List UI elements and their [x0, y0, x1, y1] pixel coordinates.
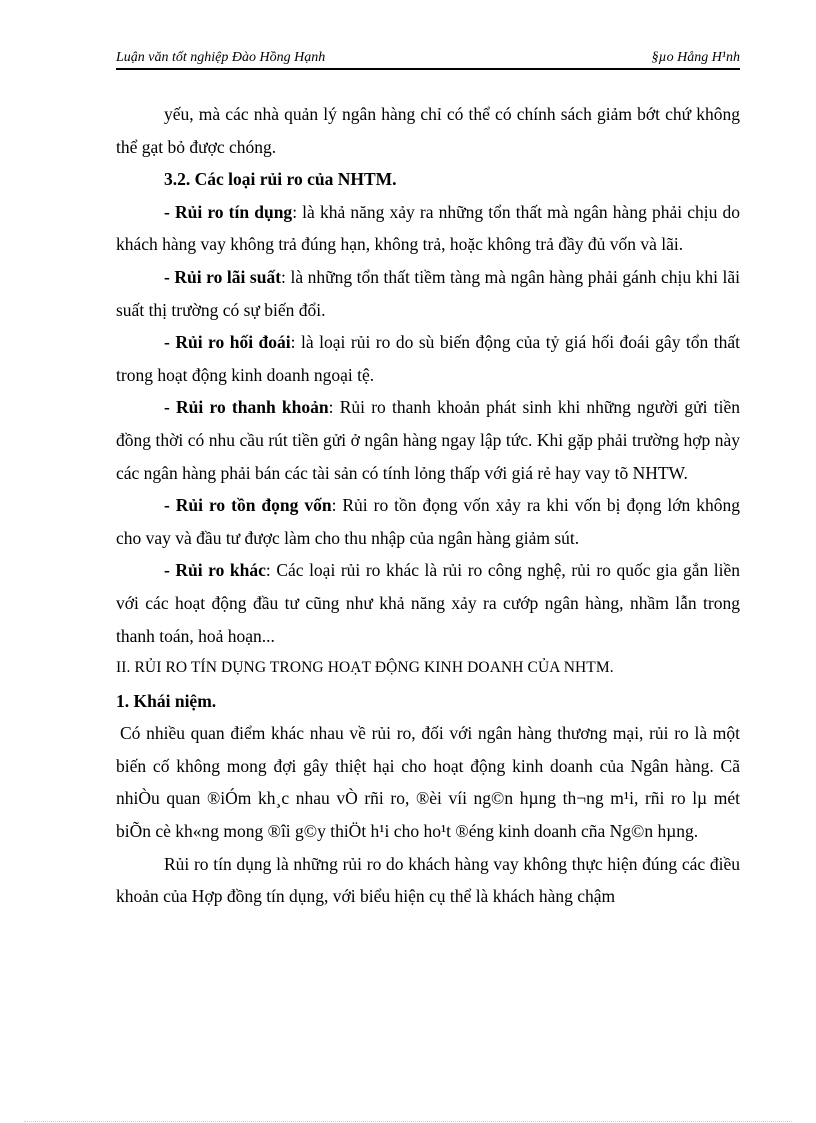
risk-description: : Rủi ro thanh khoản phát sinh khi những người gửi tiền đồng thời có nhu cầu rút tiền gửi ở ngân hàng ngay lập tức. Khi gặp phải trường hợp này các ngân hàng phải bán các tài sản có tính lỏng thấp với giá rẻ hay vay tõ NHTW.: [116, 397, 740, 483]
risk-term: Rủi ro tồn đọng vốn: [175, 495, 332, 516]
header-right-text: §µo Hång H¹nh: [651, 50, 740, 65]
paragraph-intro: yếu, mà các nhà quản lý ngân hàng chỉ có thể có chính sách giảm bớt chứ không thể gạt bỏ được chóng.: [116, 104, 740, 157]
risk-item-exchange: [116, 326, 740, 391]
page-bottom-divider: [24, 1121, 792, 1122]
section-3-2-heading: 3.2. Các loại rủi ro của NHTM.: [164, 169, 397, 190]
section-ii-heading: II. RỦI RO TÍN DỤNG TRONG HOẠT ĐỘNG KINH DOANH CỦA NHTM.: [116, 659, 614, 677]
risk-prefix: -: [164, 397, 177, 418]
risk-description: : là khả năng xảy ra những tổn thất mà ngân hàng phải chịu do khách hàng vay không trả đúng hạn, không trả, hoặc không trả đầy đủ vốn và lãi.: [116, 201, 740, 255]
paragraph-concept-1: Có nhiều quan điểm khác nhau về rủi ro, đối với ngân hàng thương mại, rủi ro là một biến cố không mong đợi gây thiệt hại cho hoạt động kinh doanh của Ngân hàng. Cã nhiÒu quan ®iÓm kh¸c nhau vÒ rñi ro, ®èi víi ng©n hµng th¬ng m¹i, rñi ro lµ mét biÕn cè kh«ng mong ®îi g©y thiÖt h¹i cho ho¹t ®éng kinh doanh cña Ng©n hµng.: [116, 723, 740, 842]
risk-prefix: -: [164, 201, 175, 222]
risk-item-capital: [116, 489, 740, 554]
risk-term: Rủi ro thanh khoản: [176, 397, 329, 418]
header-left-text: Luận văn tốt nghiệp Đào Hồng Hạnh: [116, 50, 326, 65]
risk-item-other: [116, 554, 740, 652]
document-body: [116, 98, 740, 913]
risk-description: : là loại rủi ro do sù biến động của tỷ giá hối đoái gây tổn thất trong hoạt động kinh doanh ngoại tệ.: [116, 332, 741, 385]
risk-prefix: -: [164, 495, 176, 516]
risk-term: Rủi ro khác: [175, 560, 266, 581]
risk-prefix: -: [164, 332, 176, 353]
risk-term: Rủi ro lãi suất: [174, 266, 282, 287]
risk-item-interest: [116, 261, 740, 326]
risk-item-credit: [116, 196, 740, 261]
risk-description: : Rủi ro tồn đọng vốn xảy ra khi vốn bị đọng lớn không cho vay và đầu tư được làm cho thu nhập của ngân hàng giảm sút.: [116, 495, 741, 548]
risk-description: : là những tổn thất tiềm tàng mà ngân hàng phải gánh chịu khi lãi suất thị trường có sự biến đổi.: [116, 266, 741, 320]
risk-prefix: -: [164, 560, 176, 581]
page-header: [116, 48, 740, 70]
risk-description: : Các loại rủi ro khác là rủi ro công nghệ, rủi ro quốc gia gắn liền với các hoạt động đầu tư cũng như khả năng xảy ra cướp ngân hàng, nhầm lẫn trong thanh toán, hoả hoạn...: [116, 560, 741, 646]
paragraph-concept-2: Rủi ro tín dụng là những rủi ro do khách hàng vay không thực hiện đúng các điều khoản của Hợp đồng tín dụng, với biểu hiện cụ thể là khách hàng chậm: [116, 853, 740, 907]
risk-prefix: -: [164, 266, 175, 287]
risk-item-liquidity: [116, 391, 740, 489]
risk-term: Rủi ro hối đoái: [175, 332, 291, 353]
risk-term: Rủi ro tín dụng: [174, 201, 293, 222]
section-1-heading: 1. Khái niệm.: [116, 690, 217, 711]
